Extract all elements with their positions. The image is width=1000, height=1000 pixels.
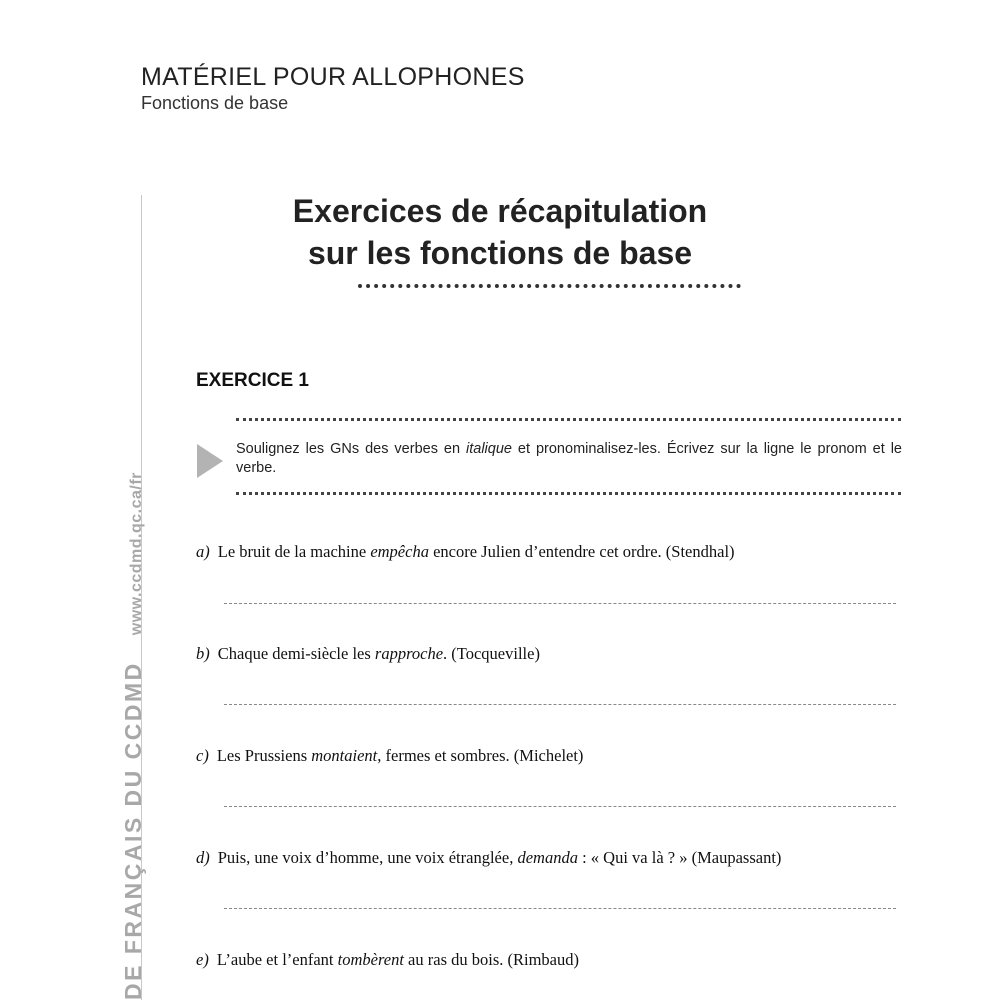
instruction-text-after: et pronominalisez-les. Écrivez sur la ligne le pronom et le verbe. [236, 441, 902, 476]
answer-line-d[interactable] [224, 908, 896, 909]
sidebar-vertical-text [120, 472, 147, 1000]
question-verb: montaient [311, 746, 378, 765]
question-text: L’aube et l’enfant [216, 950, 338, 969]
instruction-text-italic: italique [466, 441, 512, 457]
answer-line-a[interactable] [224, 603, 896, 604]
answer-line-b[interactable] [224, 704, 896, 705]
sidebar-publisher: DE FRANÇAIS DU CCDMD [120, 661, 146, 1000]
question-text: : « Qui va là ? » (Maupassant) [577, 848, 782, 867]
instruction-dotted-rule-top [236, 418, 901, 421]
page-header [141, 62, 525, 114]
question-d [196, 848, 781, 868]
question-letter: d) [196, 848, 210, 867]
question-verb: empêcha [370, 542, 429, 561]
title-dotted-rule [358, 284, 741, 288]
header-title: MATÉRIEL POUR ALLOPHONES [141, 63, 525, 91]
answer-line-c[interactable] [224, 806, 896, 807]
exercise-instruction [236, 440, 902, 478]
document-title-line2: sur les fonctions de base [307, 235, 693, 271]
question-text: Chaque demi-siècle les [217, 644, 375, 663]
instruction-text-before: Soulignez les GNs des verbes en [236, 441, 467, 457]
question-text: au ras du bois. (Rimbaud) [403, 950, 579, 969]
question-text: Les Prussiens [216, 746, 312, 765]
document-title [250, 190, 750, 274]
question-text: Le bruit de la machine [217, 542, 371, 561]
question-verb: demanda [517, 848, 578, 867]
question-text: encore Julien d’entendre cet ordre. (Stendhal) [428, 542, 735, 561]
sidebar-url: www.ccdmd.qc.ca/fr [128, 472, 145, 636]
question-e [196, 950, 579, 970]
exercise-heading: EXERCICE 1 [196, 370, 309, 391]
arrow-right-icon [197, 444, 223, 478]
question-text: . (Tocqueville) [443, 644, 540, 663]
question-b [196, 644, 540, 664]
question-letter: b) [196, 644, 210, 663]
question-a [196, 542, 735, 562]
document-title-line1: Exercices de récapitulation [292, 193, 708, 229]
question-c [196, 746, 583, 766]
question-text: Puis, une voix d’homme, une voix étranglée, [217, 848, 518, 867]
question-verb: rapproche [374, 644, 444, 663]
question-letter: c) [196, 746, 209, 765]
question-letter: a) [196, 542, 210, 561]
question-letter: e) [196, 950, 209, 969]
question-verb: tombèrent [337, 950, 404, 969]
question-text: , fermes et sombres. (Michelet) [377, 746, 584, 765]
instruction-dotted-rule-bottom [236, 492, 901, 495]
header-subtitle: Fonctions de base [141, 93, 289, 113]
